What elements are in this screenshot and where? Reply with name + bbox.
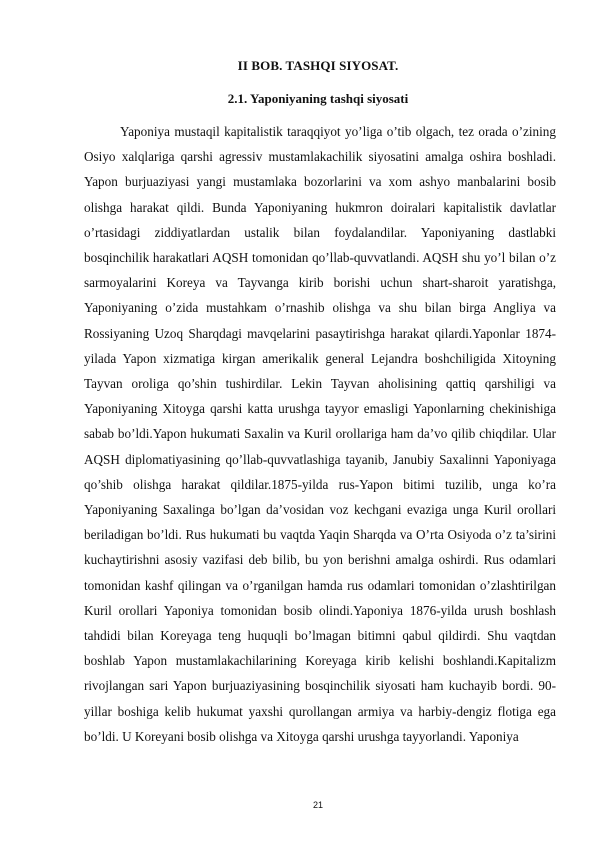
page-number: 21 [312,800,323,810]
section-title: 2.1. Yaponiyaning tashqi siyosati [227,91,409,106]
body-paragraph: Yaponiya mustaqil kapitalistik taraqqiyot yo’liga o’tib olgach, tez orada o’zining Osiyo xalqlariga qarshi agressiv mustamlakachilik siyosatini amalga oshira boshladi. Yapon burjuaziyasi yangi mustamlaka bozorlarini va xom ashyo manbalarini bosib olishga harakat qildi. Bunda Yaponiyaning hukmron doiralari kapitalistik davlatlar o’rtasidagi ziddiyatlardan ustalik bilan foydalandilar. Yaponiyaning dastlabki bosqinchilik harakatlari AQSH tomonidan qo’llab-quvvatlandi. AQSH shu yo’l bilan o’z sarmoyalarini Koreya va Tayvanga kirib borishi uchun shart-sharoit yaratishga, Yaponiyaning o’zida mustahkam o’rnashib olishga va shu bilan birga Angliya va Rossiyaning Uzoq Sharqdagi mavqelarini pasaytirishga harakat qilardi.Yaponlar 1874-yilada Yapon xizmatiga kirgan amerikalik general Lejandra boshchiligida Xitoyning Tayvan oroliga qo’shin tushirdilar. Lekin Tayvan aholisining qattiq qarshiligi va Yaponiyaning Xitoyga qarshi katta urushga tayyor emasligi Yaponlarning chekinishiga sabab bo’ldi.Yapon hukumati Saxalin va Kuril orollariga ham da’vo qilib chiqdilar. Ular AQSH diplomatiyasining qo’llab-quvvatlashiga tayanib, Janubiy Saxalinni Yaponiyaga qo’shib olishga harakat qildilar.1875-yilda rus-Yapon bitimi tuzilib, unga ko’ra Yaponiyaning Saxalinga bo’lgan da’vosidan voz kechgani evaziga unga Kuril orollari beriladigan bo’ldi. Rus hukumati bu vaqtda Yaqin Sharqda va O’rta Osiyoda o’z ta’sirini kuchaytirishni asosiy vazifasi deb bilib, bu yon berishni amalga oshirdi. Rus odamlari tomonidan kashf qilingan va o’rganilgan hamda rus odamlari tomonidan o’zlashtirilgan Kuril orollari Yaponiya tomonidan bosib olindi.Yaponiya 1876-yilda urush boshlash tahdidi bilan Koreyaga teng huquqli bo’lmagan bitimni qabul qildirdi. Shu vaqtdan boshlab Yapon mustamlakachilarining Koreyaga kirib kelishi boshlandi.Kapitalizm rivojlangan sari Yapon burjuaziyasining bosqinchilik siyosati ham kuchayib bordi. 90-yillar boshiga kelib hukumat yaxshi qurollangan armiya va harbiy-dengiz flotiga ega bo’ldi. U Koreyani bosib olishga va Xitoyga qarshi urushga tayyorlandi. Yaponiya [84,124,556,744]
chapter-title: II BOB. TASHQI SIYOSAT. [237,58,399,73]
